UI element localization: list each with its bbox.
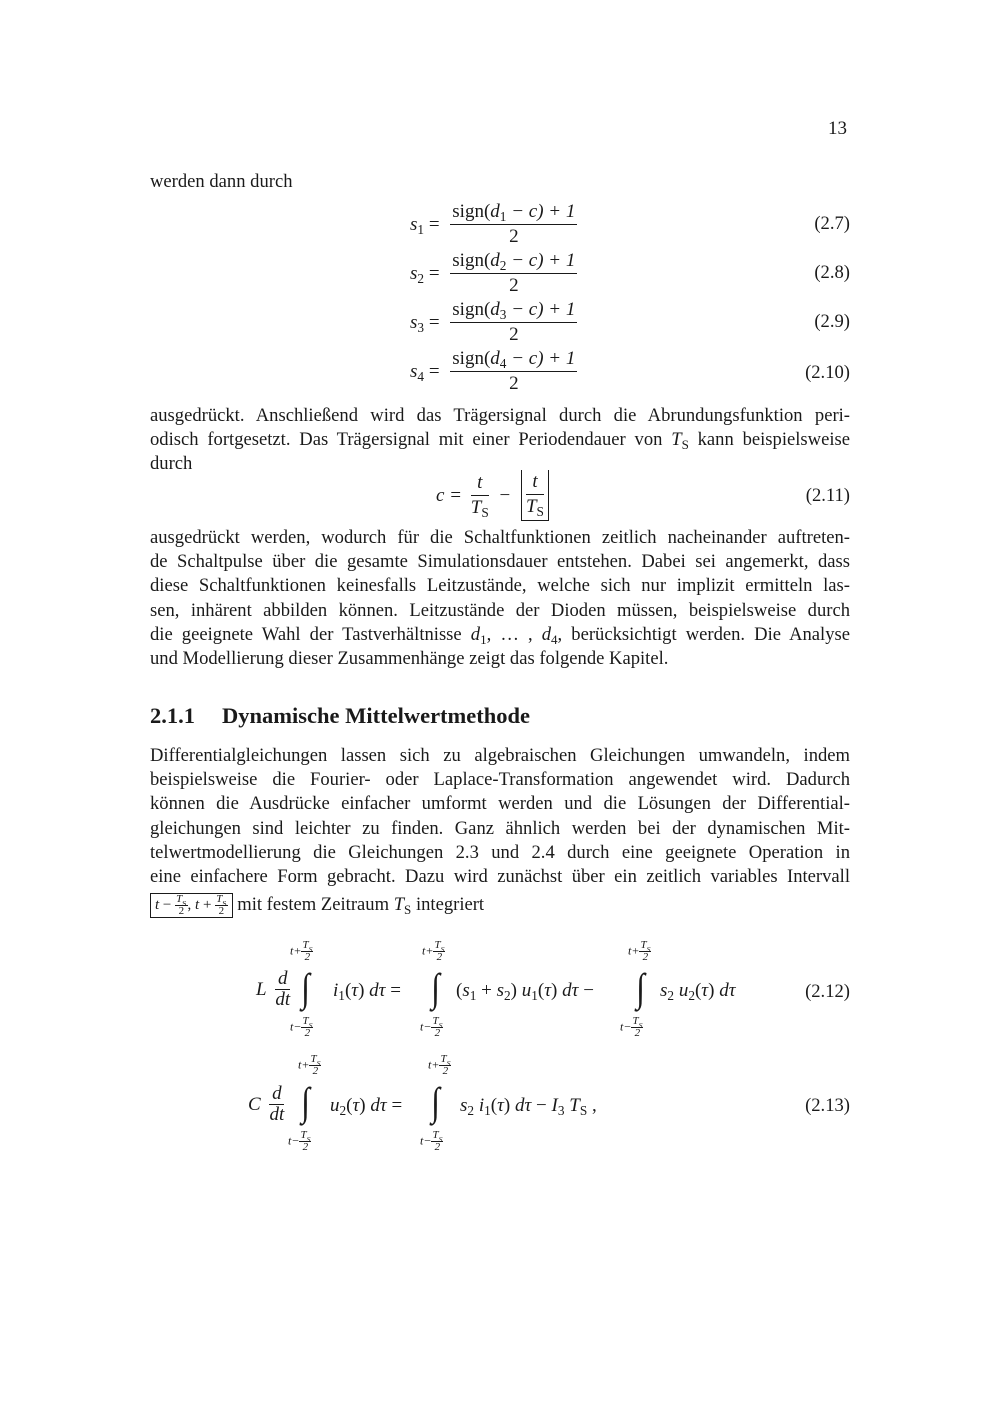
equation-2-11: c = $\frac{t}{T_S}$ − $\frac{t}{T_S}$ (2.11) [436, 471, 850, 520]
equation-number: (2.8) [814, 262, 850, 283]
section-heading: 2.1.1 Dynamische Mittelwertmethode [150, 703, 531, 728]
integral-sign: ∫ [301, 965, 310, 1010]
equation-number: (2.9) [814, 311, 850, 332]
equation-number: (2.7) [814, 213, 850, 234]
equation-2-7: $s_1$ = $\frac{sign(d_1 - c) + 1}{2}$ (2.7) [410, 201, 850, 247]
equation-2-12: L $\frac{d}{dt}$ t+ $\frac{T_S}{2}$ ∫ t− $\frac{T_S}{2}$ $i_1(\tau) d\tau$ = t+ $\frac{T_S}{2}$ ∫ t− $\frac{T_S}{2}$ $(s_1 + s_2)$ $u_1(\tau) d\tau$ − t+ $\frac{T_S}{2}$ ∫ t− $\frac{T_S}{2}$ $s_2$ $u_2(\tau)$ dτ (2.12) [256, 939, 850, 1039]
integral-sign: ∫ [431, 965, 440, 1010]
fraction: $\frac{t}{T_S}$ [470, 472, 489, 520]
fraction: $\frac{sign(d_2 - c) + 1}{2}$ [452, 250, 576, 296]
equation-number: (2.12) [805, 981, 850, 1002]
interval-bracket: t − $\frac{T_S}{2}$ , t + $\frac{T_S}{2}$ [150, 893, 233, 918]
equation-2-9: $s_3$ = $\frac{sign(d_3 - c) + 1}{2}$ (2.9) [410, 299, 850, 345]
paragraph-averaging: Differentialgleichungen lassen sich zu algebraischen Gleichungen umwandeln, indem beispielsweise die Fourier- oder Laplace-Transformation angewendet wird. Dadurch können die Ausdrücke einfacher umformt werden und die Lösungen der Differential- gleichungen sind leichter zu finden. Ganz ähnlich werden bei der dynamischen Mit- telwertmodellierung die Gleichungen 2.3 und 2.4 durch eine geeignete Operation in eine einfachere Form gebracht. Dazu wird zunächst über ein zeitlich variables Intervall t − $\frac{T_S}{2}$ , t + $\frac{T_S}{2}$ mit festem Zeitraum $T_S$ integriert [150, 745, 850, 918]
equation-number: (2.10) [805, 362, 850, 383]
page-number: 13 [828, 118, 847, 139]
integral-sign: ∫ [431, 1079, 440, 1124]
integral-sign: ∫ [301, 1079, 310, 1124]
equation-2-8: $s_2$ = $\frac{sign(d_2 - c) + 1}{2}$ (2.8) [410, 250, 850, 296]
equation-number: (2.11) [805, 485, 850, 506]
fraction: $\frac{sign(d_4 - c) + 1}{2}$ [452, 348, 576, 394]
floor-function: $\frac{t}{T_S}$ [521, 470, 549, 521]
equation-2-13: C $\frac{d}{dt}$ t+ $\frac{T_S}{2}$ ∫ t− $\frac{T_S}{2}$ $u_2(\tau) d\tau$ = t+ $\frac{T_S}{2}$ ∫ t− $\frac{T_S}{2}$ $s_2$ $i_1(\tau) d\tau - I_3$ $T_S$ , (2.13) [248, 1053, 850, 1153]
fraction: $\frac{sign(d_1 - c) + 1}{2}$ [452, 201, 576, 247]
paragraph-carrier: ausgedrückt. Anschließend wird das Trägersignal durch die Abrundungsfunktion peri- odisch fortgesetzt. Das Trägersignal mit einer Periodendauer von $T_S$ kann beispielsweise durch [150, 405, 850, 475]
equation-number: (2.13) [805, 1095, 850, 1116]
equation-2-10: $s_4$ = $\frac{sign(d_4 - c) + 1}{2}$ (2.10) [410, 348, 850, 394]
paragraph-switching: ausgedrückt werden, wodurch für die Schaltfunktionen zeitlich nacheinander auftreten- de Schaltpulse über die gesamte Simulationsdauer entstehen. Dabei sei angemerkt, dass diese Schaltfunktionen keinesfalls Leitzustände, welche sich nur implizit ermitteln las- sen, inhärent abbilden können. Leitzustände der Dioden müssen, beispielsweise durch die geeignete Wahl der Tastverhältnisse $d_1$, … , $d_4$, berücksichtigt werden. Die Analyse und Modellierung dieser Zusammenhänge zeigt das folgende Kapitel. [150, 527, 850, 670]
intro-text: werden dann durch [150, 171, 293, 192]
fraction: $\frac{sign(d_3 - c) + 1}{2}$ [452, 299, 576, 345]
integral-sign: ∫ [636, 965, 645, 1010]
